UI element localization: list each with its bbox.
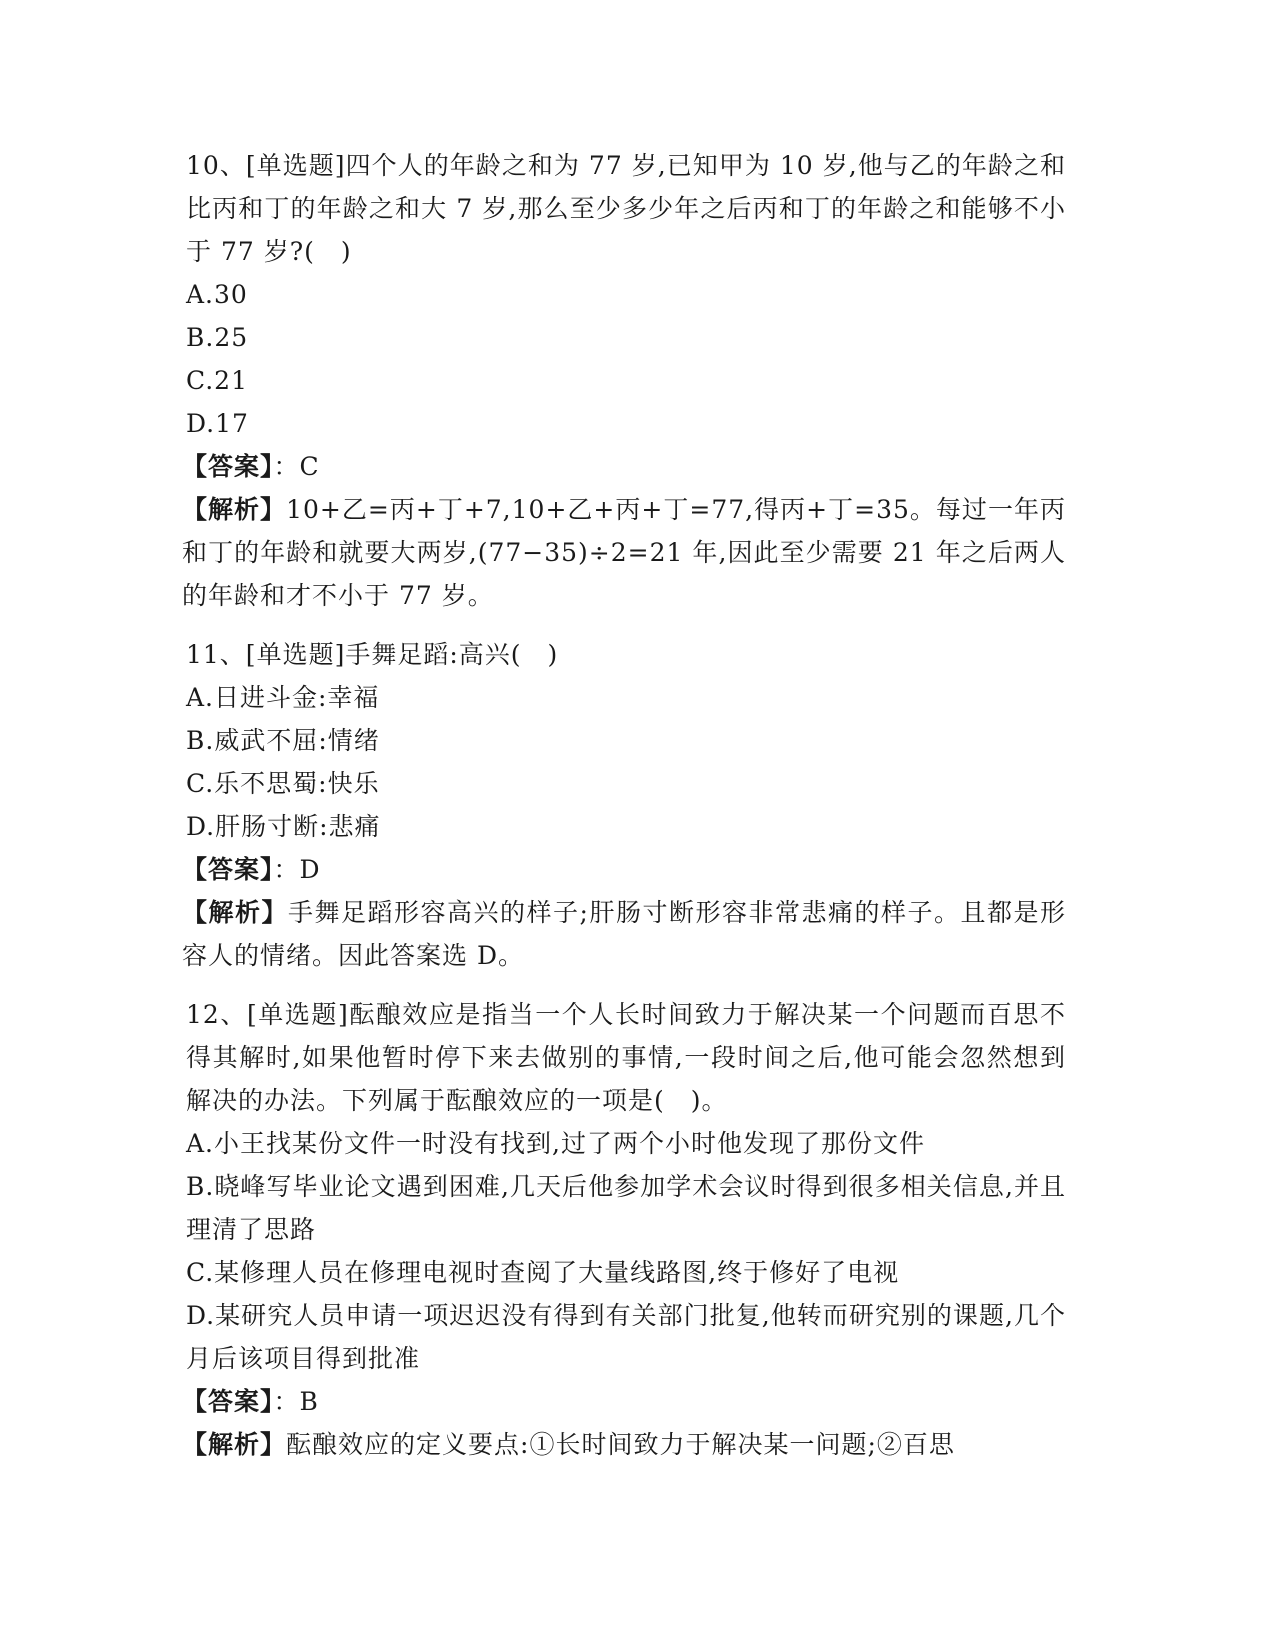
question-stem: 11、[单选题]手舞足蹈:高兴( ) [186, 640, 559, 669]
option-c: C.乐不思蜀:快乐 [186, 769, 380, 798]
option-a: A.30 [186, 280, 248, 309]
answer-label: 【答案】 [182, 452, 274, 481]
analysis-row [182, 1423, 1066, 1466]
option-c: C.某修理人员在修理电视时查阅了大量线路图,终于修好了电视 [186, 1258, 900, 1287]
question-stem: 10、[单选题]四个人的年龄之和为 77 岁,已知甲为 10 岁,他与乙的年龄之和比丙和丁的年龄之和大 7 岁,那么至少多少年之后丙和丁的年龄之和能够不小于 77 岁?( ) [186, 151, 1066, 266]
option-b: B.晓峰写毕业论文遇到困难,几天后他参加学术会议时得到很多相关信息,并且理清了思路 [186, 1172, 1066, 1244]
option-a: A.日进斗金:幸福 [186, 683, 380, 712]
analysis-label: 【解析】 [182, 1430, 287, 1459]
answer-value: C [299, 452, 320, 481]
answer-value: B [299, 1387, 319, 1416]
analysis-text: 10+乙=丙+丁+7,10+乙+丙+丁=77,得丙+丁=35。每过一年丙和丁的年龄和就要大两岁,(77−35)÷2=21 年,因此至少需要 21 年之后两人的年龄和才不小于 77 岁。 [182, 495, 1066, 610]
analysis-text: 酝酿效应的定义要点:①长时间致力于解决某一问题;②百思 [286, 1430, 955, 1459]
option-d: D.某研究人员申请一项迟迟没有得到有关部门批复,他转而研究别的课题,几个月后该项目得到批准 [186, 1301, 1066, 1373]
document-page [182, 144, 1066, 1466]
answer-value: D [299, 855, 321, 884]
option-d: D.肝肠寸断:悲痛 [186, 812, 381, 841]
option-b: B.25 [186, 323, 249, 352]
analysis-text: 手舞足蹈形容高兴的样子;肝肠寸断形容非常悲痛的样子。且都是形容人的情绪。因此答案选 D。 [182, 898, 1066, 970]
answer-label: 【答案】 [182, 855, 274, 884]
question-12 [182, 993, 1066, 1466]
option-c: C.21 [186, 366, 248, 395]
answer-label: 【答案】 [182, 1387, 274, 1416]
answer-separator: ： [273, 452, 300, 481]
answer-row [182, 848, 1066, 891]
analysis-row [182, 891, 1066, 977]
option-b: B.威武不屈:情绪 [186, 726, 380, 755]
answer-row [182, 445, 1066, 488]
analysis-label: 【解析】 [182, 898, 289, 927]
question-stem: 12、[单选题]酝酿效应是指当一个人长时间致力于解决某一个问题而百思不得其解时,如果他暂时停下来去做别的事情,一段时间之后,他可能会忽然想到解决的办法。下列属于酝酿效应的一项是( )。 [186, 1000, 1066, 1115]
answer-separator: ： [273, 855, 300, 884]
answer-separator: ： [273, 1387, 300, 1416]
analysis-label: 【解析】 [182, 495, 287, 524]
question-11 [182, 633, 1066, 977]
option-a: A.小王找某份文件一时没有找到,过了两个小时他发现了那份文件 [186, 1129, 925, 1158]
option-d: D.17 [186, 409, 249, 438]
answer-row [182, 1380, 1066, 1423]
question-10 [182, 144, 1066, 617]
analysis-row [182, 488, 1066, 617]
